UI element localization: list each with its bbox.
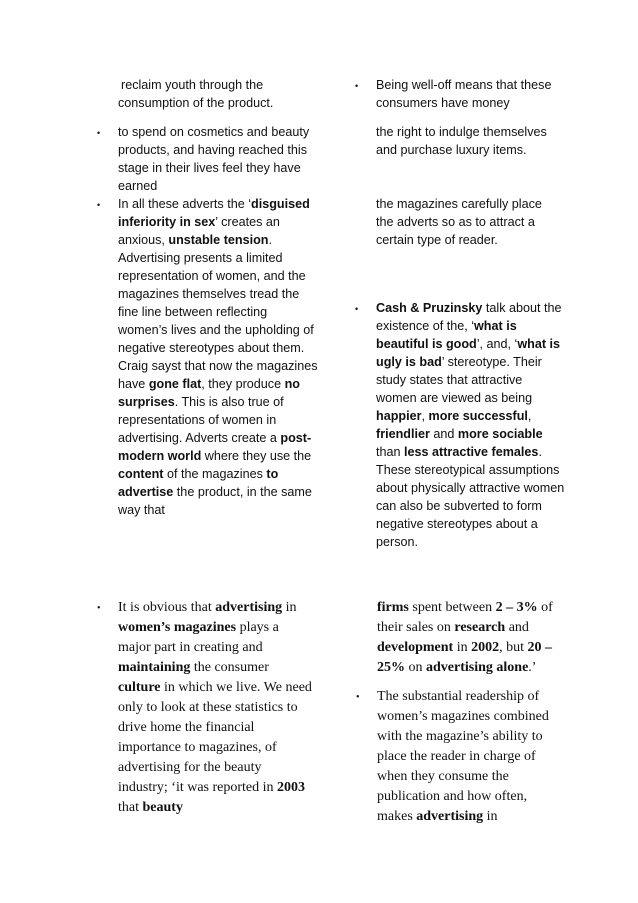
text-run: that xyxy=(118,800,143,815)
bullet-icon: • xyxy=(97,128,101,138)
text-run: ’ stereotype. Their study states that attractive women are viewed as being xyxy=(376,355,542,405)
tr-bullet-1-text: Being well-off means that these consumers have money xyxy=(376,78,552,110)
bullet-icon: • xyxy=(355,81,359,91)
text-run: In all these adverts the ‘ xyxy=(118,197,252,211)
bottom-right-column xyxy=(356,598,564,838)
text-run: The substantial readership of women’s magazines combined with the magazine’s ability to place the reader in charge of when they consume the publication and how often, makes xyxy=(377,689,549,824)
text-run: in xyxy=(483,809,498,824)
bold-run: women’s magazines xyxy=(118,620,237,635)
br-continuation xyxy=(377,598,564,678)
text-run: talk about the existence of the, ‘ xyxy=(376,301,562,333)
bold-run: friendlier xyxy=(376,427,430,441)
bl-bullet-1-text xyxy=(118,600,312,815)
bullet-icon: • xyxy=(356,692,360,703)
tl-bullet-2-text xyxy=(118,197,318,517)
bold-run: firms xyxy=(377,600,409,615)
text-run: on xyxy=(405,660,426,675)
bold-run: gone flat xyxy=(148,377,202,391)
text-run: of their sales on xyxy=(377,600,553,635)
bold-run: happier xyxy=(376,409,422,423)
text-run: . This is also true of representations of women in advertising. Adverts create a xyxy=(118,395,284,445)
tr-bullet-1 xyxy=(355,76,560,112)
bold-run: to advertise xyxy=(118,467,279,499)
bold-run: post-modern world xyxy=(118,431,312,463)
text-run: than xyxy=(376,445,405,459)
text-run: of the magazines xyxy=(163,467,267,481)
bold-run: unstable tension xyxy=(168,233,269,247)
tr-paragraph-2: the magazines carefully place the adverts so as to attract a certain type of reader. xyxy=(376,197,542,247)
bold-run: more successful xyxy=(428,409,528,423)
text-run: the product, in the same way that xyxy=(118,485,312,517)
text-run: in xyxy=(282,600,297,615)
bold-run: research xyxy=(454,620,506,635)
text-run: , they produce xyxy=(201,377,285,391)
bold-run: advertising xyxy=(215,600,283,615)
bold-run: what is beautiful is good xyxy=(376,319,517,351)
bold-run: 2002 xyxy=(471,640,500,655)
bold-run: advertising alone xyxy=(426,660,529,675)
bold-run: maintaining xyxy=(118,660,191,675)
bold-run: advertising xyxy=(416,809,484,824)
br-bullet-2 xyxy=(356,687,564,827)
tl-continuation: reclaim youth through the consumption of the product. xyxy=(118,78,274,110)
text-run: ’, and, ‘ xyxy=(476,337,518,351)
bold-run: more sociable xyxy=(457,427,543,441)
text-run: , xyxy=(421,409,429,423)
bold-run: 20 – 25% xyxy=(377,640,552,675)
bold-run: 2003 xyxy=(277,780,306,795)
text-run: , xyxy=(527,409,532,423)
text-run: spent between xyxy=(408,600,496,615)
bullet-icon: • xyxy=(355,304,359,314)
bold-run: development xyxy=(377,640,454,655)
text-run: and xyxy=(429,427,458,441)
text-run: in which we live. We need only to look at these statistics to drive home the financial importance to magazines, of advertising for the beauty industry; ‘it was reported in xyxy=(118,680,312,795)
tl-bullet-2 xyxy=(97,195,318,519)
top-left-column xyxy=(97,76,318,576)
bold-run: no surprises xyxy=(118,377,300,409)
bl-bullet-1 xyxy=(97,598,313,818)
tl-bullet-1 xyxy=(97,123,318,195)
bold-run: less attractive females xyxy=(404,445,539,459)
text-run: .’ xyxy=(528,660,537,675)
top-right-column xyxy=(355,76,566,576)
bold-run: 2 – 3% xyxy=(495,600,538,615)
bold-run: culture xyxy=(118,680,161,695)
bold-run: content xyxy=(118,467,164,481)
bold-run: what is ugly is bad xyxy=(376,337,561,369)
text-run: . These stereotypical assumptions about physically attractive women can also be subverted to form negative stereotypes about a person. xyxy=(376,445,565,549)
tr-bullet-2-text xyxy=(376,301,564,549)
text-run: , but xyxy=(499,640,528,655)
text-run: plays a major part in creating and xyxy=(118,620,279,655)
bottom-left-column xyxy=(97,598,313,838)
tl-bullet-1-text: to spend on cosmetics and beauty products, and having reached this stage in their lives feel they have earned xyxy=(118,125,310,193)
text-run: where they use the xyxy=(201,449,312,463)
text-run: the consumer xyxy=(190,660,269,675)
bullet-icon: • xyxy=(97,603,101,614)
bullet-icon: • xyxy=(97,200,101,210)
text-run: and xyxy=(505,620,529,635)
text-run: . Advertising presents a limited representation of women, and the magazines themselves tread the fine line between reflecting women’s lives and the upholding of negative stereotypes about them. Craig sayst that now the magazines have xyxy=(118,233,318,391)
text-run: It is obvious that xyxy=(118,600,216,615)
text-run: in xyxy=(453,640,472,655)
text-run: ’ creates an anxious, xyxy=(118,215,280,247)
bold-run: disguised inferiority in sex xyxy=(118,197,310,229)
br-bullet-2-text xyxy=(377,689,549,824)
tr-bullet-2 xyxy=(355,299,566,551)
bold-run: Cash & Pruzinsky xyxy=(376,301,483,315)
bold-run: beauty xyxy=(142,800,183,815)
tr-continuation: the right to indulge themselves and purchase luxury items. xyxy=(376,125,547,157)
